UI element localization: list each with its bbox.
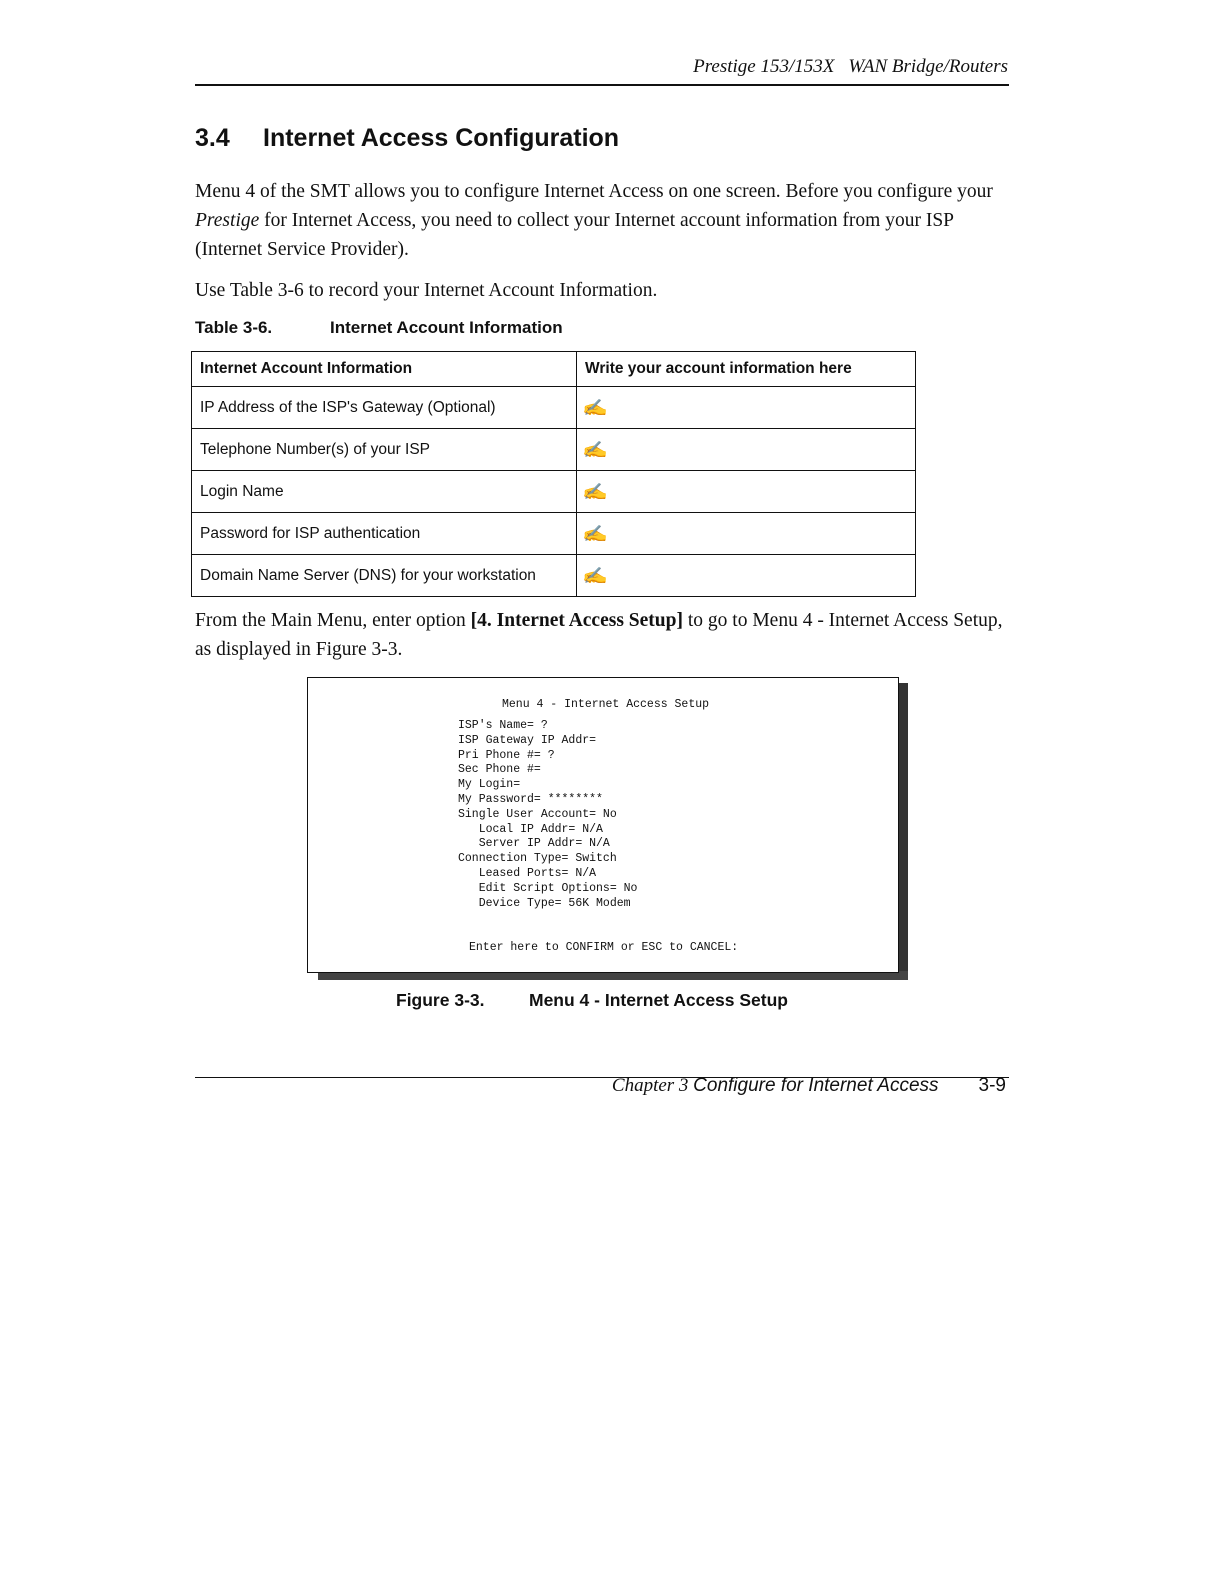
table-cell-label: Login Name bbox=[192, 471, 577, 513]
footer-chapter: Chapter 3 bbox=[611, 1075, 689, 1096]
terminal-line: My Password= ******** bbox=[458, 792, 603, 806]
terminal-line: Device Type= 56K Modem bbox=[458, 896, 631, 910]
table-row bbox=[192, 555, 916, 597]
table-cell-write bbox=[577, 387, 916, 429]
table-cell-write bbox=[577, 471, 916, 513]
table-header-cell: Internet Account Information bbox=[192, 352, 577, 387]
header-subtitle: WAN Bridge/Routers bbox=[848, 56, 1008, 77]
instruction-menu-option: [4. Internet Access Setup] bbox=[470, 610, 683, 631]
instruction-text-1: From the Main Menu, enter option bbox=[195, 610, 471, 631]
table-caption bbox=[195, 318, 563, 338]
terminal-line: ISP Gateway IP Addr= bbox=[458, 733, 597, 747]
table-cell-write bbox=[577, 513, 916, 555]
intro-text-2: for Internet Access, you need to collect your Internet account information from your ISP (Internet Service Provider). bbox=[195, 210, 954, 260]
pencil-write-icon: ✍ bbox=[582, 483, 608, 501]
table-header-row bbox=[192, 352, 916, 387]
pencil-write-icon: ✍ bbox=[582, 441, 608, 459]
intro-paragraph bbox=[195, 177, 1010, 264]
table-cell-write bbox=[577, 555, 916, 597]
terminal-line: My Login= bbox=[458, 778, 521, 792]
table-caption-number: Table 3-6. bbox=[195, 318, 273, 337]
terminal-line: ISP's Name= ? bbox=[458, 719, 548, 732]
table-row bbox=[192, 513, 916, 555]
section-number: 3.4 bbox=[195, 124, 230, 152]
table-row bbox=[192, 387, 916, 429]
footer-chapter-title: Configure for Internet Access bbox=[693, 1075, 939, 1096]
terminal-fields bbox=[458, 719, 637, 911]
terminal-line: Single User Account= No bbox=[458, 807, 617, 821]
table-caption-title: Internet Account Information bbox=[330, 318, 563, 337]
pencil-write-icon: ✍ bbox=[582, 399, 608, 417]
terminal-line: Edit Script Options= No bbox=[458, 881, 638, 895]
page-footer bbox=[195, 1075, 1006, 1097]
running-header bbox=[195, 56, 1008, 78]
terminal-line: Server IP Addr= N/A bbox=[458, 837, 610, 851]
intro-product-name: Prestige bbox=[195, 210, 260, 231]
terminal-title: Menu 4 - Internet Access Setup bbox=[502, 698, 710, 711]
figure-caption bbox=[396, 990, 788, 1011]
terminal-line: Connection Type= Switch bbox=[458, 852, 617, 866]
instruction-text-2: to go to Menu 4 - Internet Access Setup, as displayed in Figure 3-3. bbox=[195, 610, 1003, 660]
table-row bbox=[192, 471, 916, 513]
table-cell-label: IP Address of the ISP's Gateway (Optional) bbox=[192, 387, 577, 429]
pencil-write-icon: ✍ bbox=[582, 567, 608, 585]
intro-text-1: Menu 4 of the SMT allows you to configure Internet Access on one screen. Before you configure your bbox=[195, 181, 993, 202]
terminal-line: Leased Ports= N/A bbox=[458, 866, 597, 880]
terminal-shadow bbox=[898, 683, 908, 977]
table-cell-label: Password for ISP authentication bbox=[192, 513, 577, 555]
header-rule bbox=[195, 84, 1009, 86]
table-header-cell: Write your account information here bbox=[577, 352, 916, 387]
section-title-text: Internet Access Configuration bbox=[263, 124, 620, 152]
terminal-prompt: Enter here to CONFIRM or ESC to CANCEL: bbox=[469, 941, 739, 954]
table-cell-label: Telephone Number(s) of your ISP bbox=[192, 429, 577, 471]
figure-caption-number: Figure 3-3. bbox=[396, 990, 485, 1010]
instruction-paragraph bbox=[195, 606, 1010, 664]
page-number: 3-9 bbox=[978, 1075, 1006, 1096]
terminal-line: Local IP Addr= N/A bbox=[458, 822, 603, 836]
section-title bbox=[195, 124, 619, 153]
table-cell-label: Domain Name Server (DNS) for your workstation bbox=[192, 555, 577, 597]
use-table-paragraph: Use Table 3-6 to record your Internet Account Information. bbox=[195, 280, 658, 301]
terminal-line: Sec Phone #= bbox=[458, 763, 541, 777]
table-row bbox=[192, 429, 916, 471]
account-info-table bbox=[191, 351, 916, 597]
pencil-write-icon: ✍ bbox=[582, 525, 608, 543]
table-cell-write bbox=[577, 429, 916, 471]
terminal-line: Pri Phone #= ? bbox=[458, 748, 555, 762]
header-product: Prestige 153/153X bbox=[693, 56, 835, 77]
figure-caption-title: Menu 4 - Internet Access Setup bbox=[529, 990, 788, 1010]
